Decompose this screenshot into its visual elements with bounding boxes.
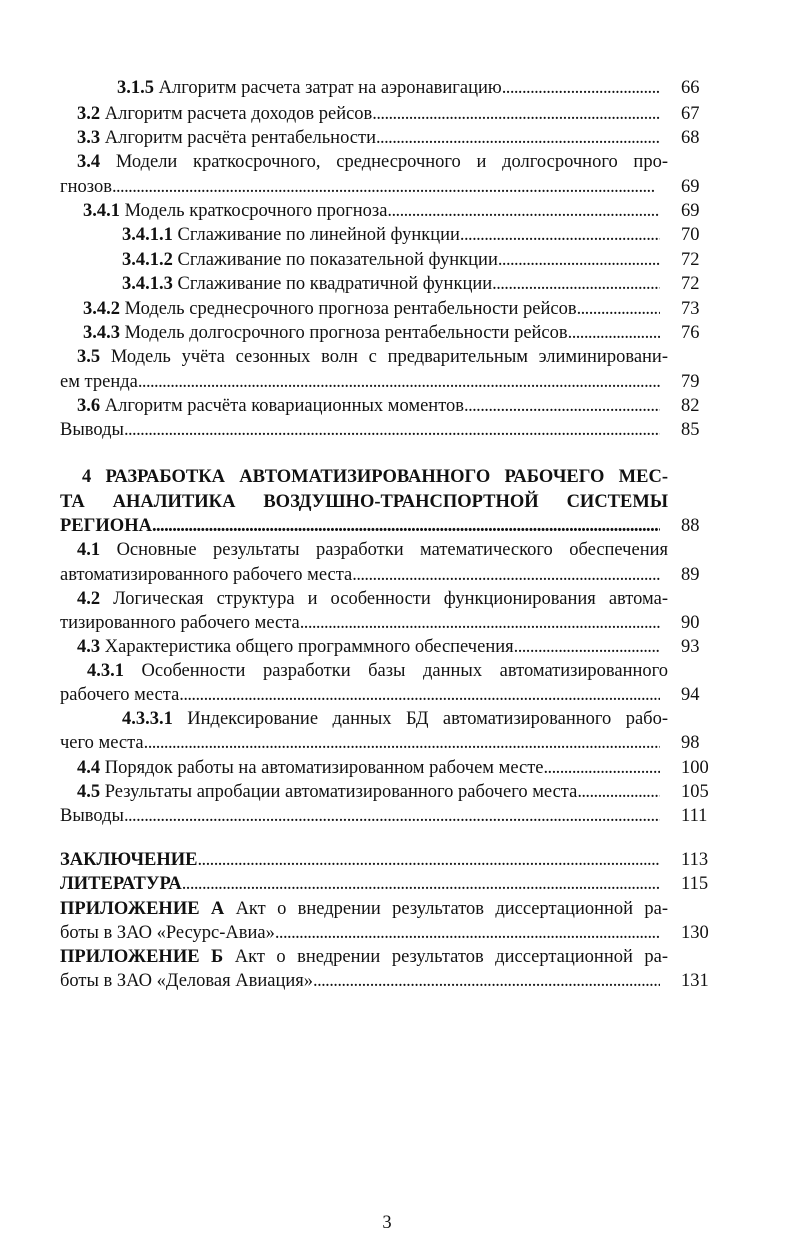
dot-leader (464, 394, 660, 418)
toc-number: 4.4 (77, 758, 101, 778)
toc-text (77, 126, 376, 150)
toc-title: Алгоритм расчета доходов рейсов (104, 104, 373, 124)
toc-title: чего места (60, 733, 144, 753)
toc-line (77, 150, 668, 174)
page-number: 3 (382, 1213, 392, 1233)
toc-title: Сглаживание по линейной функции (177, 225, 460, 245)
toc-text (77, 756, 544, 780)
toc-line-with-leader (60, 418, 660, 442)
dot-leader (568, 321, 660, 345)
toc-page-number: 73 (681, 299, 700, 319)
toc-text (60, 611, 300, 635)
toc-line-with-leader (77, 635, 660, 659)
toc-text (60, 731, 144, 755)
toc-number: ЗАКЛЮЧЕНИЕ (60, 850, 198, 870)
toc-text (122, 223, 460, 247)
toc-number: 3.6 (77, 396, 101, 416)
toc-line-with-leader (77, 756, 660, 780)
dot-leader (124, 804, 660, 828)
toc-page-number: 69 (681, 177, 700, 197)
toc-title: Алгоритм расчета затрат на аэронавигацию (158, 78, 502, 98)
toc-text (60, 804, 124, 828)
toc-text (60, 418, 124, 442)
toc-text (77, 635, 514, 659)
toc-number: 4 (82, 467, 92, 487)
toc-page-number: 113 (681, 850, 709, 870)
toc-page-number: 111 (681, 806, 708, 826)
toc-title: Модель краткосрочного прогноза (124, 201, 388, 221)
toc-title: РАЗРАБОТКА АВТОМАТИЗИРОВАННОГО РАБОЧЕГО МЕС- (105, 467, 668, 487)
toc-title: Индексирование данных БД автоматизированного рабо- (187, 709, 668, 729)
dot-leader (376, 126, 660, 150)
toc-number: 3.5 (77, 347, 101, 367)
toc-page-number: 131 (681, 971, 709, 991)
toc-title: Логическая структура и особенности функционирования автома- (113, 589, 668, 609)
toc-number: 4.5 (77, 782, 101, 802)
toc-page-number: 115 (681, 874, 709, 894)
toc-title: рабочего места (60, 685, 180, 705)
dot-leader (372, 102, 660, 126)
toc-number: 3.1.5 (117, 78, 154, 98)
toc-number: 3.4.1 (83, 201, 120, 221)
toc-number: 3.4.3 (83, 323, 120, 343)
dot-leader (514, 635, 660, 659)
toc-line (60, 490, 668, 514)
toc-line-with-leader (60, 514, 660, 538)
toc-text (77, 780, 577, 804)
toc-text (60, 848, 198, 872)
dot-leader (352, 563, 660, 587)
toc-text (77, 394, 464, 418)
toc-line (77, 538, 668, 562)
toc-line-with-leader (60, 175, 660, 199)
toc-line-with-leader (60, 731, 660, 755)
toc-number: ПРИЛОЖЕНИЕ Б (60, 947, 224, 967)
toc-title: Основные результаты разработки математического обеспечения (116, 540, 668, 560)
toc-page-number: 70 (681, 225, 700, 245)
toc-title: боты в ЗАО «Ресурс-Авиа» (60, 923, 275, 943)
toc-number: 3.2 (77, 104, 101, 124)
dot-leader (577, 297, 660, 321)
toc-text (60, 175, 112, 199)
dot-leader (124, 418, 660, 442)
toc-text (122, 272, 492, 296)
toc-text (60, 683, 179, 707)
toc-title: Сглаживание по показательной функции (177, 250, 498, 270)
toc-title: тизированного рабочего места (60, 613, 300, 633)
toc-line-with-leader (122, 272, 660, 296)
toc-title: ТА АНАЛИТИКА ВОЗДУШНО-ТРАНСПОРТНОЙ СИСТЕМЫ (60, 492, 668, 512)
toc-page-number: 94 (681, 685, 700, 705)
toc-title: Модель среднесрочного прогноза рентабельности рейсов (124, 299, 577, 319)
toc-title: Алгоритм расчёта ковариационных моментов (104, 396, 465, 416)
toc-title: Модель долгосрочного прогноза рентабельности рейсов (124, 323, 568, 343)
toc-page-number: 82 (681, 396, 700, 416)
dot-leader (138, 370, 660, 394)
toc-text (60, 514, 152, 538)
toc-line-with-leader (83, 297, 660, 321)
toc-page-number: 130 (681, 923, 709, 943)
toc-page-number: 66 (681, 78, 700, 98)
toc-line-with-leader (60, 921, 660, 945)
toc-number: 3.4.2 (83, 299, 120, 319)
toc-line (60, 897, 668, 921)
dot-leader (112, 175, 660, 199)
dot-leader (460, 223, 660, 247)
toc-line-with-leader (60, 969, 660, 993)
toc-line (82, 465, 668, 489)
toc-line-with-leader (77, 394, 660, 418)
toc-text (83, 321, 568, 345)
toc-line-with-leader (122, 223, 660, 247)
dot-leader (179, 683, 660, 707)
toc-line (87, 659, 668, 683)
toc-number: 3.4.1.3 (122, 274, 173, 294)
toc-number: 3.4.1.2 (122, 250, 173, 270)
dot-leader (152, 514, 660, 538)
toc-line-with-leader (83, 321, 660, 345)
toc-page-number: 69 (681, 201, 700, 221)
toc-page-number: 89 (681, 565, 700, 585)
toc-page-number: 100 (681, 758, 709, 778)
dot-leader (577, 780, 660, 804)
toc-text (117, 76, 502, 100)
toc-page-number: 93 (681, 637, 700, 657)
toc-line-with-leader (117, 76, 660, 100)
toc-line (77, 587, 668, 611)
toc-page-number: 98 (681, 733, 700, 753)
dot-leader (144, 731, 660, 755)
toc-title: гнозов (60, 177, 112, 197)
toc-page-number: 88 (681, 516, 700, 536)
toc-number: ПРИЛОЖЕНИЕ А (60, 899, 225, 919)
toc-number: 3.4.1.1 (122, 225, 173, 245)
toc-number: 3.3 (77, 128, 101, 148)
dot-leader (275, 921, 660, 945)
toc-title: Выводы (60, 420, 124, 440)
toc-line-with-leader (60, 872, 660, 896)
dot-leader (313, 969, 660, 993)
toc-page-number: 90 (681, 613, 700, 633)
toc-number: 3.4 (77, 152, 101, 172)
toc-text (60, 563, 352, 587)
toc-line-with-leader (60, 611, 660, 635)
toc-title: Характеристика общего программного обеспечения (104, 637, 514, 657)
toc-page-number: 76 (681, 323, 700, 343)
toc-text (122, 248, 498, 272)
toc-title: ем тренда (60, 372, 138, 392)
toc-title: РЕГИОНА (60, 516, 152, 536)
dot-leader (492, 272, 660, 296)
toc-number: 4.3.3.1 (122, 709, 173, 729)
toc-page-number: 85 (681, 420, 700, 440)
dot-leader (300, 611, 660, 635)
toc-title: боты в ЗАО «Деловая Авиация» (60, 971, 314, 991)
toc-title: автоматизированного рабочего места (60, 565, 353, 585)
toc-number: 4.2 (77, 589, 101, 609)
toc-page-number: 72 (681, 274, 700, 294)
toc-line-with-leader (122, 248, 660, 272)
toc-text (60, 872, 182, 896)
toc-title: Особенности разработки базы данных автоматизированного (141, 661, 668, 681)
toc-text (60, 969, 313, 993)
toc-title: Акт о внедрении результатов диссертационной ра- (234, 947, 668, 967)
toc-line-with-leader (60, 563, 660, 587)
toc-line (122, 707, 668, 731)
toc-title: Порядок работы на автоматизированном рабочем месте (104, 758, 544, 778)
toc-text (60, 921, 275, 945)
toc-line-with-leader (60, 804, 660, 828)
toc-line-with-leader (77, 126, 660, 150)
toc-title: Модель учёта сезонных волн с предварительным элиминировани- (110, 347, 668, 367)
toc-text (83, 297, 577, 321)
toc-page-number: 68 (681, 128, 700, 148)
toc-line-with-leader (60, 848, 660, 872)
toc-number: 4.3.1 (87, 661, 124, 681)
toc-line-with-leader (60, 683, 660, 707)
toc-number: 4.3 (77, 637, 101, 657)
dot-leader (387, 199, 660, 223)
dot-leader (502, 76, 660, 100)
toc-line (60, 945, 668, 969)
dot-leader (182, 872, 660, 896)
toc-text (77, 102, 372, 126)
toc-text (60, 370, 138, 394)
toc-number: 4.1 (77, 540, 101, 560)
toc-line (77, 345, 668, 369)
toc-page-number: 79 (681, 372, 700, 392)
toc-number: ЛИТЕРАТУРА (60, 874, 182, 894)
toc-page-number: 67 (681, 104, 700, 124)
toc-line-with-leader (60, 370, 660, 394)
toc-title: Модели краткосрочного, среднесрочного и долгосрочного про- (115, 152, 668, 172)
toc-title: Акт о внедрении результатов диссертационной ра- (235, 899, 668, 919)
toc-text (83, 199, 387, 223)
toc-line-with-leader (77, 780, 660, 804)
dot-leader (498, 248, 660, 272)
toc-page-number: 105 (681, 782, 709, 802)
dot-leader (544, 756, 661, 780)
toc-title: Сглаживание по квадратичной функции (177, 274, 493, 294)
toc-line-with-leader (83, 199, 660, 223)
dot-leader (198, 848, 661, 872)
toc-title: Алгоритм расчёта рентабельности (104, 128, 376, 148)
toc-line-with-leader (77, 102, 660, 126)
toc-title: Выводы (60, 806, 124, 826)
toc-title: Результаты апробации автоматизированного рабочего места (104, 782, 578, 802)
toc-page-number: 72 (681, 250, 700, 270)
